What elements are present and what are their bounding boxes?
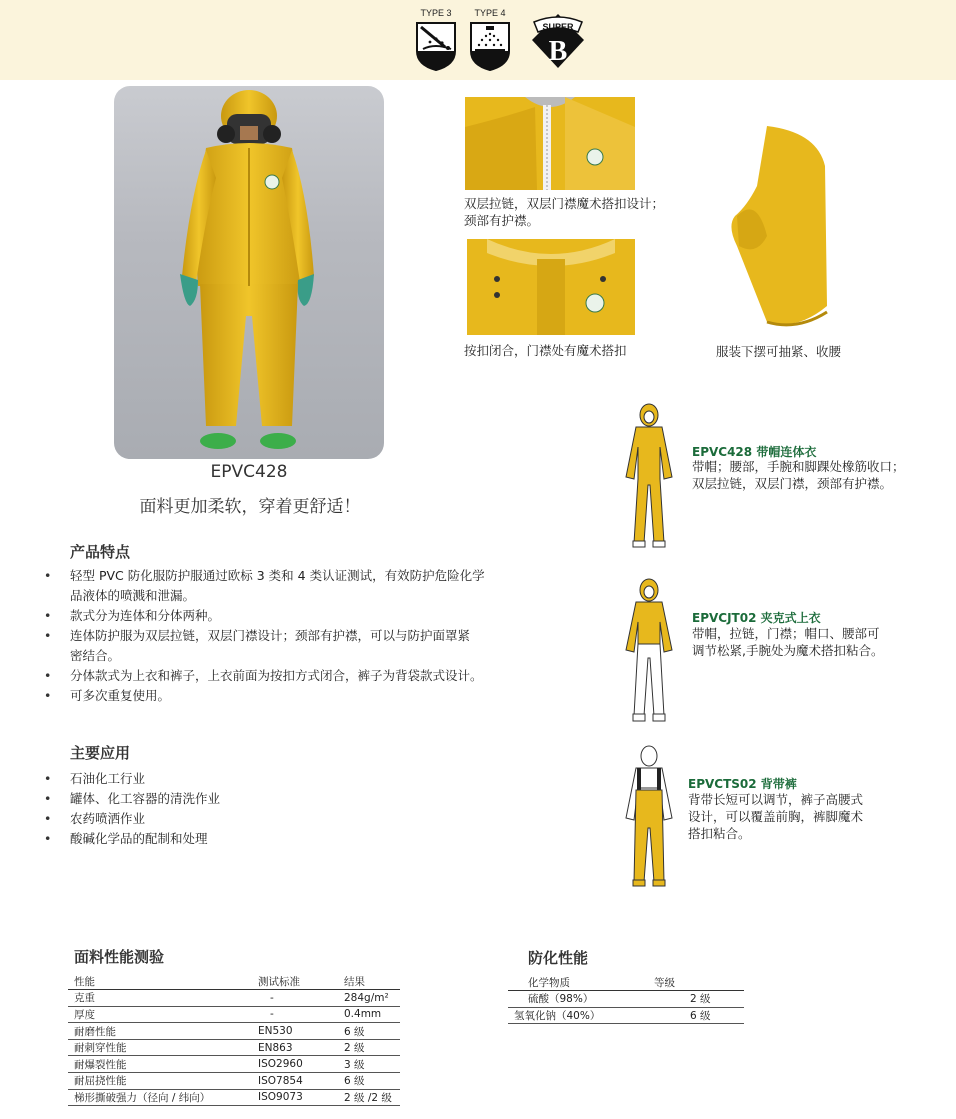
variant-desc-line: 设计，可以覆盖前胸，裤脚魔术 xyxy=(688,809,864,824)
applications-title: 主要应用 xyxy=(70,744,131,762)
table-cell: 耐磨性能 xyxy=(68,1023,252,1040)
snap-detail-image xyxy=(467,239,635,335)
variant-title-bib-pants: EPVCTS02 背带裤 xyxy=(688,777,797,791)
application-item: • 石油化工行业 xyxy=(42,769,220,789)
table-cell: 耐刺穿性能 xyxy=(68,1039,252,1056)
product-photo xyxy=(114,86,384,459)
application-item: • 罐体、化工容器的清洗作业 xyxy=(42,789,220,809)
table-row xyxy=(68,1023,400,1040)
coverall-model-image xyxy=(114,86,384,459)
type3-label: TYPE 3 xyxy=(420,8,452,18)
table-header-cell: 等级 xyxy=(642,974,744,991)
variant-desc-line: 带帽，拉链，门襟；帽口、腰部可 xyxy=(692,626,880,641)
spray-shower-icon xyxy=(469,21,511,71)
table-header-cell: 结果 xyxy=(338,973,400,990)
super-text: SUPER xyxy=(542,22,574,32)
bib-pants-figure xyxy=(620,744,678,890)
caption-line: 按扣闭合，门襟处有魔术搭扣 xyxy=(464,343,627,358)
table-cell: - xyxy=(252,1006,338,1023)
type3-badge xyxy=(414,8,458,72)
jacket-figure xyxy=(620,578,678,724)
table-cell: 2 级 xyxy=(338,1039,400,1056)
table-cell: 厚度 xyxy=(68,1006,252,1023)
features-list xyxy=(42,566,485,706)
table-cell: 6 级 xyxy=(338,1073,400,1090)
chem-table-title: 防化性能 xyxy=(528,949,589,967)
table-header-cell: 性能 xyxy=(68,973,252,990)
jet-spray-icon xyxy=(415,21,457,71)
variant-desc-jacket xyxy=(692,625,883,659)
feature-line: • 轻型 PVC 防化服防护服通过欧标 3 类和 4 类认证测试，有效防护危险化学 xyxy=(70,568,485,583)
application-item: • 农药喷洒作业 xyxy=(42,809,220,829)
table-header-row xyxy=(68,973,400,990)
variant-desc-coverall xyxy=(692,458,905,492)
certification-banner xyxy=(0,0,956,80)
type4-badge xyxy=(468,8,512,72)
table-cell: 6 级 xyxy=(642,1007,744,1024)
snap-detail-caption xyxy=(464,342,627,359)
table-cell: 2 级 /2 级 xyxy=(338,1089,400,1106)
table-cell: ISO2960 xyxy=(252,1056,338,1073)
table-cell: 0.4mm xyxy=(338,1006,400,1023)
feature-line: • 连体防护服为双层拉链，双层门襟设计；颈部有护襟，可以与防护面罩紧 xyxy=(70,628,471,643)
feature-item xyxy=(42,626,485,666)
caption-line: 双层拉链，双层门襟魔术搭扣设计； xyxy=(464,196,665,211)
table-row xyxy=(68,1056,400,1073)
applications-list xyxy=(42,769,220,849)
zipper-detail-caption xyxy=(464,195,664,229)
table-row xyxy=(68,990,400,1007)
caption-line: 服装下摆可抽紧、收腰 xyxy=(716,344,842,359)
feature-item xyxy=(42,566,485,606)
b-letter: B xyxy=(548,36,568,67)
variant-desc-line: 调节松紧,手腕处为魔术搭扣粘合。 xyxy=(692,643,884,658)
slogan: 面料更加柔软，穿着更舒适！ xyxy=(139,497,361,517)
table-cell: 6 级 xyxy=(338,1023,400,1040)
table-cell: 克重 xyxy=(68,990,252,1007)
feature-line: • 分体款式为上衣和裤子，上衣前面为按扣方式闭合，裤子为背袋款式设计。 xyxy=(70,668,483,683)
type4-label: TYPE 4 xyxy=(474,8,506,18)
table-cell: - xyxy=(252,990,338,1007)
table-cell: 梯形撕破强力（径向 / 纬向） xyxy=(68,1089,252,1106)
table-cell: EN530 xyxy=(252,1023,338,1040)
hem-detail-image xyxy=(727,126,829,331)
caption-line: 颈部有护襟。 xyxy=(464,213,540,228)
application-item: • 酸碱化学品的配制和处理 xyxy=(42,829,220,849)
table-row xyxy=(508,991,744,1008)
table-header-cell: 化学物质 xyxy=(508,974,642,991)
table-row xyxy=(68,1006,400,1023)
fabric-table-title: 面料性能测验 xyxy=(74,948,165,966)
feature-item xyxy=(42,666,485,686)
model-name: EPVC428 xyxy=(210,462,288,482)
feature-line: 密结合。 xyxy=(70,648,121,663)
zipper-detail-image xyxy=(465,97,635,190)
feature-item xyxy=(42,686,485,706)
features-title: 产品特点 xyxy=(70,543,131,561)
variant-desc-line: 背带长短可以调节，裤子高腰式 xyxy=(688,792,864,807)
table-cell: 硫酸（98%） xyxy=(508,991,642,1008)
table-row xyxy=(508,1007,744,1024)
variant-title-coverall: EPVC428 带帽连体衣 xyxy=(692,445,817,459)
hem-detail-photo xyxy=(727,126,829,331)
variant-desc-line: 带帽；腰部，手腕和脚踝处橡筋收口； xyxy=(692,459,905,474)
table-header-cell: 测试标准 xyxy=(252,973,338,990)
table-cell: 耐爆裂性能 xyxy=(68,1056,252,1073)
feature-item xyxy=(42,606,485,626)
table-row xyxy=(68,1039,400,1056)
coverall-figure xyxy=(620,403,678,549)
variant-desc-line: 搭扣粘合。 xyxy=(688,826,751,841)
table-cell: 284g/m² xyxy=(338,990,400,1007)
feature-line: • 可多次重复使用。 xyxy=(70,688,171,703)
super-b-logo xyxy=(528,10,588,72)
table-cell: 3 级 xyxy=(338,1056,400,1073)
snap-detail-photo xyxy=(467,239,635,335)
table-cell: EN863 xyxy=(252,1039,338,1056)
hem-detail-caption xyxy=(716,343,841,360)
table-cell: ISO7854 xyxy=(252,1073,338,1090)
table-header-row xyxy=(508,974,744,991)
table-cell: 2 级 xyxy=(642,991,744,1008)
variant-desc-line: 双层拉链，双层门襟，颈部有护襟。 xyxy=(692,476,893,491)
chem-table xyxy=(508,974,744,1024)
table-cell: ISO9073 xyxy=(252,1089,338,1106)
fabric-table xyxy=(68,973,400,1106)
zipper-detail-photo xyxy=(465,97,635,190)
variant-title-jacket: EPVCJT02 夹克式上衣 xyxy=(692,611,821,625)
table-cell: 氢氧化钠（40%） xyxy=(508,1007,642,1024)
table-cell: 耐屈挠性能 xyxy=(68,1073,252,1090)
table-row xyxy=(68,1073,400,1090)
table-row xyxy=(68,1089,400,1106)
feature-line: 品液体的喷溅和泄漏。 xyxy=(70,588,196,603)
variant-desc-bib-pants xyxy=(688,791,863,842)
feature-line: • 款式分为连体和分体两种。 xyxy=(70,608,221,623)
